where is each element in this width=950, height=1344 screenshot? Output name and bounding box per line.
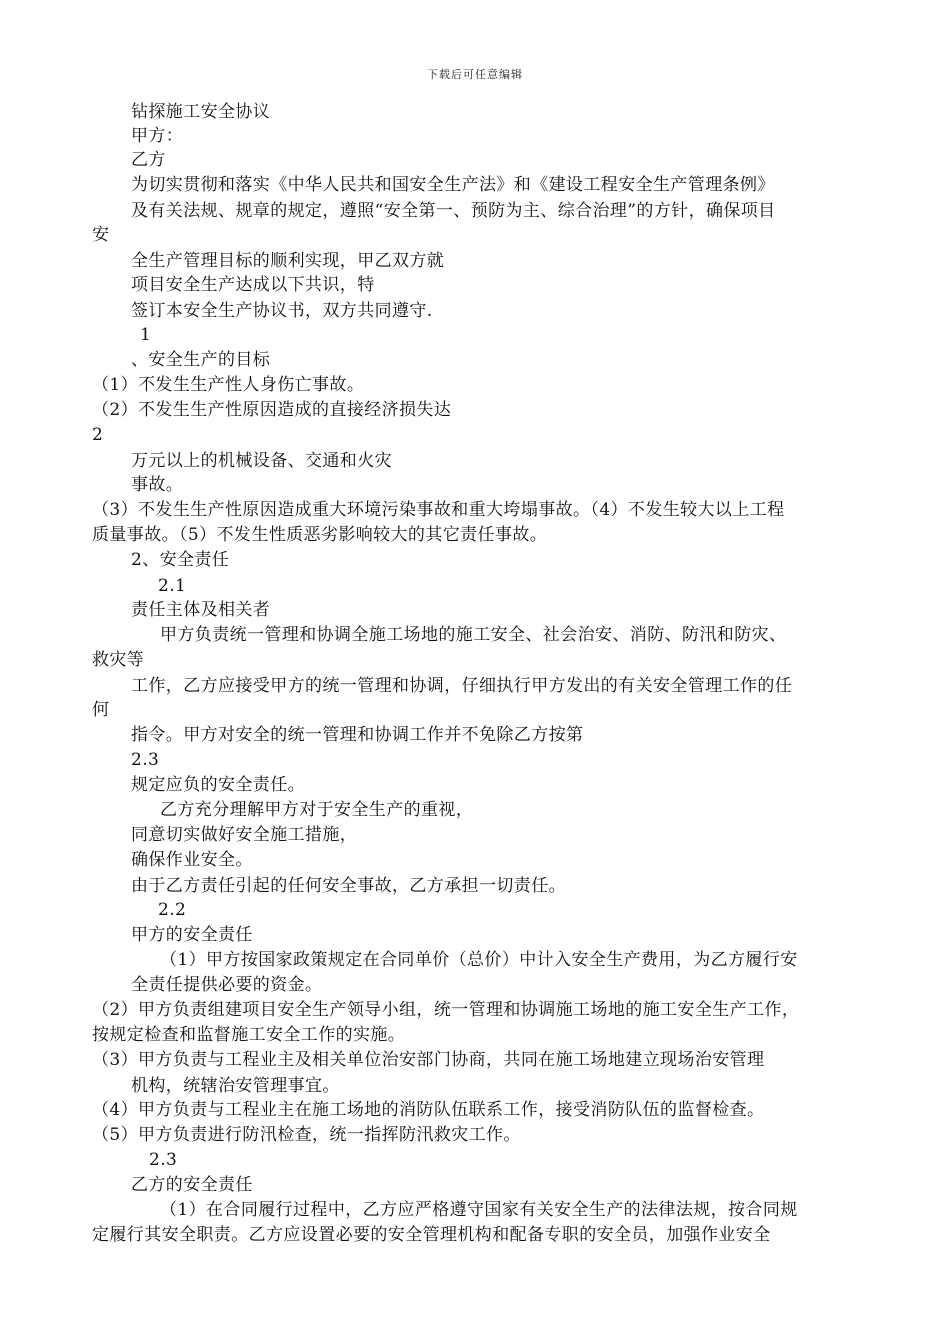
- list-item: （4）甲方负责与工程业主在施工场地的消防队伍联系工作，接受消防队伍的监督检查。: [92, 1100, 765, 1120]
- list-item: （3）甲方负责与工程业主及相关单位治安部门协商，共同在施工场地建立现场治安管理: [92, 1050, 765, 1070]
- text-line: 确保作业安全。: [131, 850, 253, 870]
- subsection-heading: 甲方的安全责任: [131, 925, 253, 945]
- section-heading: 、安全生产的目标: [131, 350, 271, 370]
- text-line: 全生产管理目标的顺利实现，甲乙双方就: [131, 251, 445, 271]
- text-line: 2: [92, 425, 104, 445]
- list-item: （1）甲方按国家政策规定在合同单价（总价）中计入安全生产费用，为乙方履行安: [160, 950, 798, 970]
- section-number: 1: [140, 325, 152, 345]
- text-line: 定履行其安全职责。乙方应设置必要的安全管理机构和配备专职的安全员，加强作业安全: [92, 1225, 771, 1245]
- text-line: 及有关法规、规章的规定，遵照“安全第一、预防为主、综合治理”的方针，确保项目: [131, 201, 776, 221]
- text-line: 规定应负的安全责任。: [131, 775, 305, 795]
- subsection-heading: 乙方的安全责任: [131, 1175, 253, 1195]
- text-line: 质量事故。（5）不发生性质恶劣影响较大的其它责任事故。: [92, 525, 548, 545]
- text-line: 工作，乙方应接受甲方的统一管理和协调，仔细执行甲方发出的有关安全管理工作的任: [131, 676, 793, 696]
- text-line: 同意切实做好安全施工措施，: [131, 825, 358, 845]
- text-line: 全责任提供必要的资金。: [131, 975, 323, 995]
- section-number: 2.2: [158, 900, 187, 920]
- text-line: 由于乙方责任引起的任何安全事故，乙方承担一切责任。: [131, 876, 566, 896]
- list-item: （2）甲方负责组建项目安全生产领导小组，统一管理和协调施工场地的施工安全生产工作，: [92, 1000, 800, 1020]
- text-line: 项目安全生产达成以下共识，特: [131, 275, 375, 295]
- list-item: （2）不发生生产性原因造成的直接经济损失达: [92, 400, 452, 420]
- text-line: 救灾等: [92, 650, 145, 670]
- list-item: （1）不发生生产性人身伤亡事故。: [92, 375, 365, 395]
- text-line: 指令。甲方对安全的统一管理和协调工作并不免除乙方按第: [131, 725, 584, 745]
- list-item: （3）不发生生产性原因造成重大环境污染事故和重大垮塌事故。（4）不发生较大以上工程: [92, 500, 785, 520]
- text-line: 乙方充分理解甲方对于安全生产的重视，: [160, 800, 474, 820]
- text-line: 事故。: [131, 475, 184, 495]
- page-header: 下载后可任意编辑: [427, 68, 523, 81]
- text-line: 机构，统辖治安管理事宜。: [131, 1076, 340, 1096]
- section-heading: 2、安全责任: [131, 550, 230, 570]
- document-title: 钻探施工安全协议: [131, 102, 271, 122]
- text-line: 甲方负责统一管理和协调全施工场地的施工安全、社会治安、消防、防汛和防灾、: [160, 625, 787, 645]
- list-item: （5）甲方负责进行防汛检查，统一指挥防汛救灾工作。: [92, 1125, 521, 1145]
- subsection-heading: 责任主体及相关者: [131, 600, 271, 620]
- text-line: 万元以上的机械设备、交通和火灾: [131, 451, 392, 471]
- text-line: 签订本安全生产协议书，双方共同遵守.: [131, 301, 433, 321]
- section-number: 2.3: [131, 750, 160, 770]
- text-line: 何: [92, 700, 110, 720]
- list-item: （1）在合同履行过程中，乙方应严格遵守国家有关安全生产的法律法规，按合同规: [160, 1200, 798, 1220]
- section-number: 2.3: [149, 1150, 178, 1170]
- text-line: 为切实贯彻和落实《中华人民共和国安全生产法》和《建设工程安全生产管理条例》: [131, 175, 775, 195]
- text-line: 按规定检查和监督施工安全工作的实施。: [92, 1025, 406, 1045]
- text-line: 安: [92, 225, 110, 245]
- text-line: 甲方：: [131, 126, 184, 146]
- section-number: 2.1: [158, 576, 187, 596]
- text-line: 乙方: [131, 150, 166, 170]
